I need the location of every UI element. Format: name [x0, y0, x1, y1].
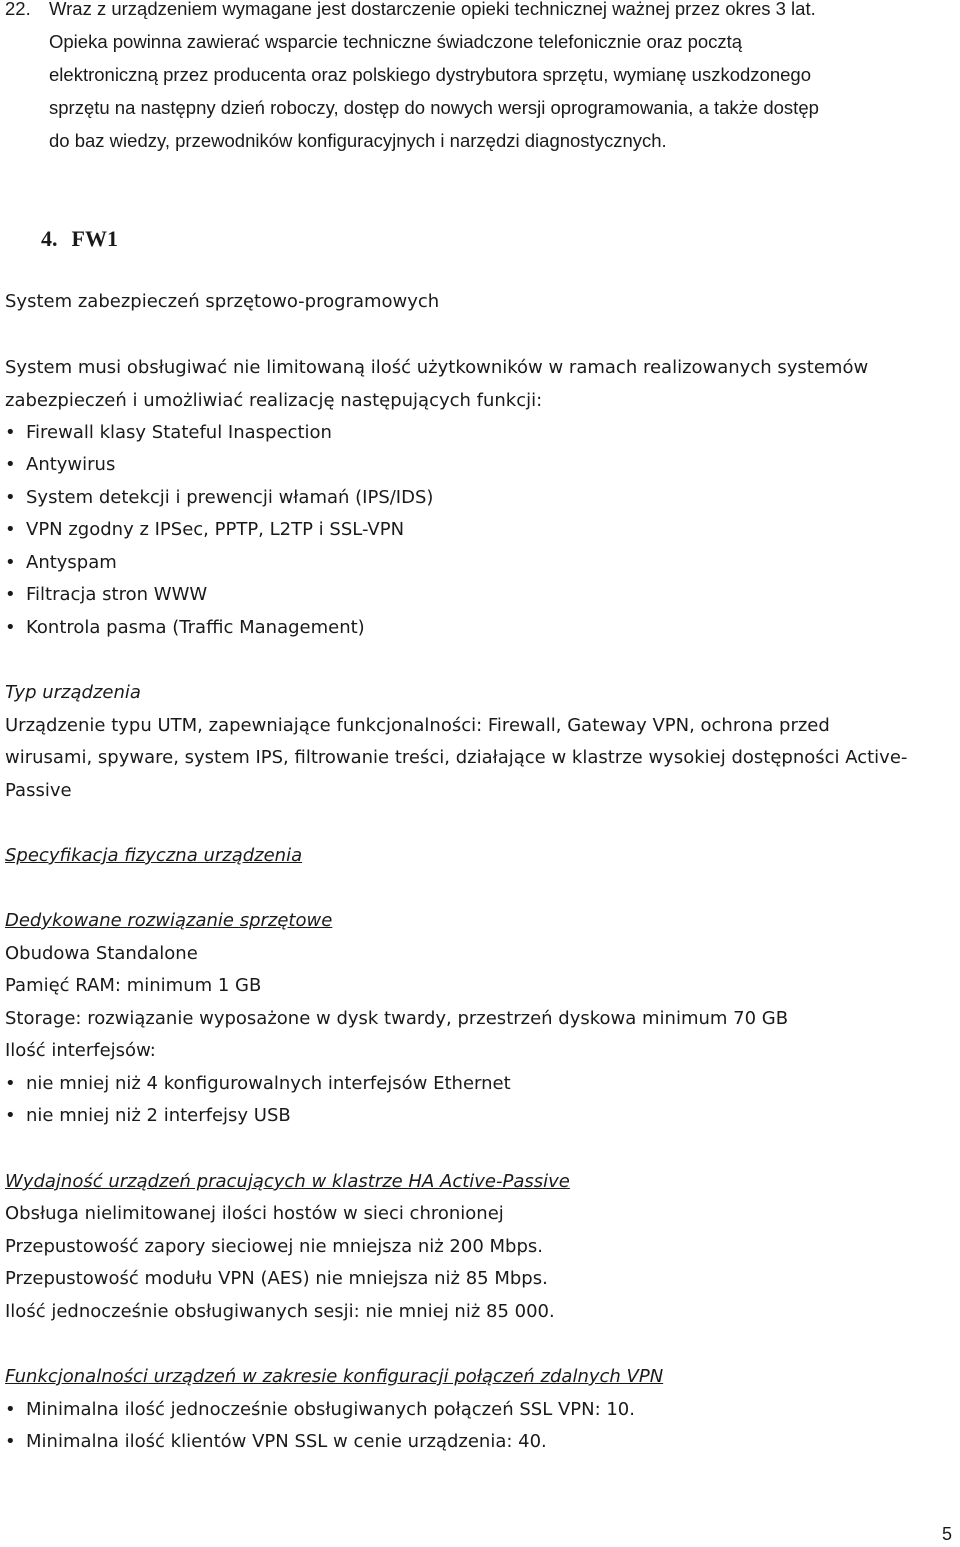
- performance-line: Przepustowość zapory sieciowej nie mniejsza niż 200 Mbps.: [5, 1236, 543, 1257]
- hardware-line: Pamięć RAM: minimum 1 GB: [5, 975, 262, 996]
- section-heading: [41, 226, 118, 252]
- device-type-heading: Typ urządzenia: [5, 682, 141, 703]
- device-type-line: Passive: [5, 780, 72, 801]
- paragraph-line: do baz wiedzy, przewodników konfiguracyjnych i narzędzi diagnostycznych.: [49, 130, 667, 151]
- intro-line: zabezpieczeń i umożliwiać realizację następujących funkcji:: [5, 390, 543, 411]
- paragraph-line: sprzętu na następny dzień roboczy, dostęp do nowych wersji oprogramowania, a także dostęp: [49, 97, 819, 118]
- device-type-line: Urządzenie typu UTM, zapewniające funkcjonalności: Firewall, Gateway VPN, ochrona przed: [5, 715, 830, 736]
- performance-heading: Wydajność urządzeń pracujących w klastrze HA Active-Passive: [5, 1171, 570, 1192]
- bullet-icon: •: [5, 552, 16, 573]
- section-number: 4.: [41, 226, 58, 251]
- bullet-icon: •: [5, 422, 16, 443]
- bullet-icon: •: [5, 454, 16, 475]
- bullet-icon: •: [5, 617, 16, 638]
- section-subtitle: System zabezpieczeń sprzętowo-programowych: [5, 291, 440, 312]
- performance-line: Obsługa nielimitowanej ilości hostów w sieci chronionej: [5, 1203, 504, 1224]
- paragraph-line: Wraz z urządzeniem wymagane jest dostarczenie opieki technicznej ważnej przez okres 3 lat.: [49, 0, 816, 19]
- performance-line: Ilość jednocześnie obsługiwanych sesji: nie mniej niż 85 000.: [5, 1301, 555, 1322]
- hardware-heading: Dedykowane rozwiązanie sprzętowe: [5, 910, 333, 931]
- item-number: 22.: [5, 0, 31, 19]
- paragraph-line: elektroniczną przez producenta oraz polskiego dystrybutora sprzętu, wymianę uszkodzonego: [49, 64, 811, 85]
- paragraph-line: Opieka powinna zawierać wsparcie techniczne świadczone telefonicznie oraz pocztą: [49, 31, 743, 52]
- document-page: 22. Wraz z urządzeniem wymagane jest dostarczenie opieki technicznej ważnej przez okres 3 lat. Opieka powinna zawierać wsparcie techniczne świadczone telefonicznie oraz pocztą elektroniczną przez producenta oraz polskiego dystrybutora sprzętu, wymianę uszkodzonego sprzętu na następny dzień roboczy, dostęp do nowych wersji oprogramowania, a także dostęp do baz wiedzy, przewodników konfiguracyjnych i narzędzi diagnostycznych. 4. FW1 System zabezpieczeń sprzętowo-programowych System musi obsługiwać nie limitowaną ilość użytkowników w ramach realizowanych systemów zabezpieczeń i umożliwiać realizację następujących funkcji: • Firewall klasy Stateful Inaspection • Antywirus • System detekcji i prewencji włamań (IPS/IDS) • VPN zgodny z IPSec, PPTP, L2TP i SSL-VPN • Antyspam • Filtracja stron WWW • Kontrola pasma (Traffic Management) Typ urządzenia Urządzenie typu UTM, zapewniające funkcjonalności: Firewall, Gateway VPN, ochrona przed wirusami, spyware, system IPS, filtrowanie treści, działające w klastrze wysokiej dostępności Active- Passive Specyfikacja fizyczna urządzenia Dedykowane rozwiązanie sprzętowe Obudowa Standalone Pamięć RAM: minimum 1 GB Storage: rozwiązanie wyposażone w dysk twardy, przestrzeń dyskowa minimum 70 GB Ilość interfejsów: • nie mniej niż 4 konfigurowalnych interfejsów Ethernet • nie mniej niż 2 interfejsy USB Wydajność urządzeń pracujących w klastrze HA Active-Passive Obsługa nielimitowanej ilości hostów w sieci chronionej Przepustowość zapory sieciowej nie mniejsza niż 200 Mbps. Przepustowość modułu VPN (AES) nie mniejsza niż 85 Mbps. Ilość jednocześnie obsługiwanych sesji: nie mniej niż 85 000. Funkcjonalności urządzeń w zakresie konfiguracji połączeń zdalnych VPN • Minimalna ilość jednocześnie obsługiwanych połączeń SSL VPN: 10. • Minimalna ilość klientów VPN SSL w cenie urządzenia: 40. 5: [0, 0, 960, 1547]
- bullet-icon: •: [5, 1073, 16, 1094]
- intro-line: System musi obsługiwać nie limitowaną ilość użytkowników w ramach realizowanych systemów: [5, 357, 869, 378]
- performance-line: Przepustowość modułu VPN (AES) nie mniejsza niż 85 Mbps.: [5, 1268, 548, 1289]
- bullet-icon: •: [5, 487, 16, 508]
- bullet-icon: •: [5, 1399, 16, 1420]
- hardware-line: Ilość interfejsów:: [5, 1040, 156, 1061]
- hardware-line: Storage: rozwiązanie wyposażone w dysk twardy, przestrzeń dyskowa minimum 70 GB: [5, 1008, 789, 1029]
- bullet-icon: •: [5, 584, 16, 605]
- physical-spec-heading: Specyfikacja fizyczna urządzenia: [5, 845, 303, 866]
- hardware-line: Obudowa Standalone: [5, 943, 198, 964]
- vpn-heading: Funkcjonalności urządzeń w zakresie konfiguracji połączeń zdalnych VPN: [5, 1366, 664, 1387]
- section-title: FW1: [71, 226, 118, 251]
- bullet-icon: •: [5, 1105, 16, 1126]
- bullet-icon: •: [5, 1431, 16, 1452]
- bullet-icon: •: [5, 519, 16, 540]
- device-type-line: wirusami, spyware, system IPS, filtrowanie treści, działające w klastrze wysokiej dostępności Active-: [5, 747, 908, 768]
- page-number: 5: [941, 1524, 952, 1544]
